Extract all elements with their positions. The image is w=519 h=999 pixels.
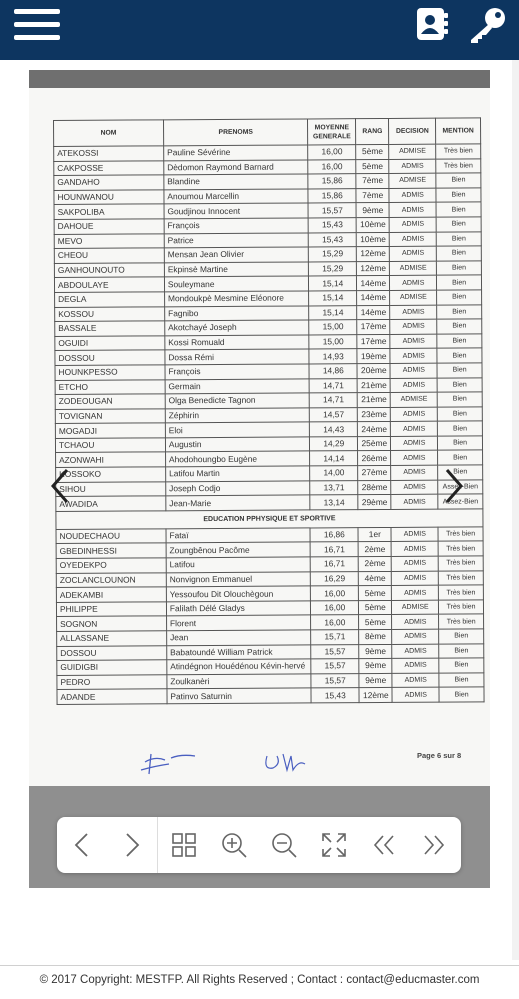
cell-mention: Très bien <box>438 527 483 542</box>
cell-mention: Bien <box>437 363 482 378</box>
signature-1 <box>137 748 217 778</box>
cell-moyenne: 15,57 <box>308 203 356 218</box>
col-header: RANG <box>356 118 389 144</box>
cell-moyenne: 16,00 <box>311 600 359 615</box>
col-header: MENTION <box>436 118 481 144</box>
cell-nom: SAKPOLIBA <box>54 204 164 219</box>
cell-rang: 25ème <box>358 436 391 451</box>
cell-mention: Très bien <box>438 541 483 556</box>
cell-moyenne: 15,86 <box>308 188 356 203</box>
chevron-right-icon[interactable] <box>443 466 467 506</box>
cell-moyenne: 15,57 <box>311 644 359 659</box>
toolbar-divider <box>157 817 158 873</box>
cell-moyenne: 13,71 <box>310 480 358 495</box>
cell-nom: GANHOUNOUTO <box>54 263 164 278</box>
cell-nom: HOUNWANOU <box>54 190 164 205</box>
cell-moyenne: 14,86 <box>309 364 357 379</box>
cell-mention: Bien <box>438 450 483 465</box>
cell-mention: Bien <box>437 290 482 305</box>
cell-rang: 12ème <box>359 688 392 703</box>
chevron-left-icon[interactable] <box>47 466 71 506</box>
cell-mention: Très bien <box>436 158 481 173</box>
viewer-toolbar <box>57 817 461 873</box>
document-page <box>29 88 490 786</box>
cell-prenoms: Fataï <box>166 528 311 543</box>
cell-nom: ALLASSANE <box>57 631 167 646</box>
cell-nom: ADANDE <box>57 689 167 704</box>
cell-moyenne: 14,57 <box>310 407 358 422</box>
cell-mention: Bien <box>436 202 481 217</box>
top-app-bar <box>0 0 519 60</box>
cell-moyenne: 16,00 <box>311 586 359 601</box>
cell-nom: ATEKOSSI <box>54 146 164 161</box>
cell-decision: ADMISE <box>389 173 436 188</box>
cell-prenoms: Zoungbênou Pacôme <box>166 542 311 557</box>
cell-nom: HOUNKPESSO <box>55 365 165 380</box>
cell-moyenne: 14,71 <box>309 378 357 393</box>
cell-rang: 29ème <box>358 495 391 510</box>
cell-rang: 27ème <box>358 466 391 481</box>
previous-icon[interactable] <box>67 829 99 861</box>
cell-rang: 23ème <box>357 407 390 422</box>
cell-nom: TCHAOU <box>55 438 165 453</box>
cell-moyenne: 15,14 <box>309 305 357 320</box>
cell-mention: Bien <box>439 687 484 702</box>
cell-mention: Très bien <box>438 571 483 586</box>
cell-moyenne: 16,29 <box>311 571 359 586</box>
cell-prenoms: Akotchayé Joseph <box>165 320 310 335</box>
cell-mention: Bien <box>438 421 483 436</box>
cell-prenoms: François <box>165 364 310 379</box>
cell-prenoms: Fagnibo <box>165 305 310 320</box>
cell-rang: 7ème <box>356 188 389 203</box>
cell-decision: ADMIS <box>392 585 439 600</box>
cell-decision: ADMIS <box>390 348 437 363</box>
cell-decision: ADMIS <box>390 305 437 320</box>
pdf-viewer <box>29 70 490 888</box>
cell-prenoms: Augustin <box>165 437 310 452</box>
cell-rang: 7ème <box>356 174 389 189</box>
cell-mention: Assez-Bien <box>438 480 483 495</box>
cell-prenoms: Jean-Marie <box>166 495 311 510</box>
cell-prenoms: Ekpinsè Martine <box>164 262 309 277</box>
cell-nom: PEDRO <box>57 675 167 690</box>
cell-nom: SOGNON <box>57 616 167 631</box>
cell-rang: 5ème <box>359 615 392 630</box>
cell-nom: TOVIGNAN <box>55 409 165 424</box>
cell-nom: CHEOU <box>54 248 164 263</box>
cell-decision: ADMIS <box>389 159 436 174</box>
key-icon[interactable] <box>465 6 509 44</box>
cell-decision: ADMIS <box>391 542 438 557</box>
cell-rang: 26ème <box>358 451 391 466</box>
cell-rang: 9ème <box>359 644 392 659</box>
zoom-out-icon[interactable] <box>268 829 300 861</box>
cell-mention: Bien <box>439 643 484 658</box>
cell-moyenne: 14,29 <box>310 437 358 452</box>
signature-2 <box>261 748 331 778</box>
cell-prenoms: François <box>164 218 309 233</box>
cell-mention: Bien <box>437 304 482 319</box>
cell-nom: NOUDECHAOU <box>56 529 166 544</box>
cell-rang: 19ème <box>357 349 390 364</box>
cell-nom: KOSSOU <box>55 306 165 321</box>
cell-moyenne: 15,43 <box>309 232 357 247</box>
cell-rang: 9ème <box>359 659 392 674</box>
cell-moyenne: 16,71 <box>311 557 359 572</box>
cell-rang: 9ème <box>356 203 389 218</box>
cell-decision: ADMISE <box>390 290 437 305</box>
cell-moyenne: 15,57 <box>311 673 359 688</box>
cell-rang: 21ème <box>357 393 390 408</box>
cell-decision: ADMIS <box>391 465 438 480</box>
cell-mention: Bien <box>436 231 481 246</box>
cell-prenoms: Florent <box>166 615 311 630</box>
cell-mention: Bien <box>436 173 481 188</box>
cell-rang: 4ème <box>358 571 391 586</box>
cell-decision: ADMIS <box>390 378 437 393</box>
grid-view-icon[interactable] <box>168 829 200 861</box>
cell-rang: 1er <box>358 527 391 542</box>
viewer-top-strip <box>29 70 490 88</box>
cell-nom: DOSSOU <box>57 645 167 660</box>
scroll-gutter <box>512 60 519 960</box>
cell-mention: Bien <box>436 188 481 203</box>
cell-rang: 12ème <box>357 261 390 276</box>
cell-nom: OGUIDI <box>55 336 165 351</box>
cell-nom: KOSSOKO <box>56 467 166 482</box>
cell-prenoms: Jean <box>167 630 312 645</box>
cell-prenoms: Dèdomon Raymond Barnard <box>164 160 309 175</box>
cell-mention: Très bien <box>439 600 484 615</box>
cell-nom: MEVO <box>54 233 164 248</box>
cell-moyenne: 15,00 <box>309 320 357 335</box>
col-header: PRENOMS <box>163 119 308 146</box>
cell-nom: ZODEOUGAN <box>55 394 165 409</box>
cell-mention: Bien <box>439 673 484 688</box>
cell-nom: BASSALE <box>55 321 165 336</box>
cell-rang: 9ème <box>359 673 392 688</box>
cell-rang: 5ème <box>356 144 389 159</box>
cell-decision: ADMIS <box>389 203 436 218</box>
cell-moyenne: 16,00 <box>308 145 356 160</box>
cell-nom: ABDOULAYE <box>54 277 164 292</box>
cell-prenoms: Yessoufou Dit Olouchègoun <box>166 586 311 601</box>
cell-nom: GBEDINHESSI <box>56 543 166 558</box>
fullscreen-icon[interactable] <box>318 829 350 861</box>
cell-rang: 10ème <box>356 217 389 232</box>
cell-mention: Bien <box>438 465 483 480</box>
cell-decision: ADMISE <box>392 600 439 615</box>
cell-rang: 14ème <box>357 276 390 291</box>
cell-mention: Bien <box>437 334 482 349</box>
cell-rang: 5ème <box>359 600 392 615</box>
cell-moyenne: 13,14 <box>310 495 358 510</box>
cell-decision: ADMIS <box>391 421 438 436</box>
cell-moyenne: 15,43 <box>311 688 359 703</box>
cell-nom: ETCHO <box>55 379 165 394</box>
cell-prenoms: Souleymane <box>164 276 309 291</box>
cell-nom: ADEKAMBI <box>56 587 166 602</box>
cell-mention: Bien <box>439 658 484 673</box>
cell-rang: 17ème <box>357 320 390 335</box>
cell-rang: 24ème <box>358 422 391 437</box>
cell-prenoms: Eloi <box>165 422 310 437</box>
cell-decision: ADMIS <box>390 319 437 334</box>
cell-nom: PHILIPPE <box>56 602 166 617</box>
results-table <box>53 117 485 705</box>
cell-mention: Très bien <box>436 144 481 159</box>
cell-mention: Très bien <box>439 585 484 600</box>
cell-mention: Bien <box>437 348 482 363</box>
cell-decision: ADMIS <box>392 688 439 703</box>
cell-moyenne: 15,71 <box>311 630 359 645</box>
col-header: MOYENNE GENERALE <box>308 119 356 145</box>
cell-mention: Bien <box>437 319 482 334</box>
cell-rang: 5ème <box>359 586 392 601</box>
cell-nom: DAHOUE <box>54 219 164 234</box>
cell-mention: Bien <box>437 392 482 407</box>
cell-decision: ADMIS <box>392 658 439 673</box>
cell-rang: 17ème <box>357 334 390 349</box>
col-header: NOM <box>54 120 164 147</box>
cell-nom: AWADIDA <box>56 496 166 511</box>
cell-rang: 5ème <box>356 159 389 174</box>
cell-prenoms: Goudjinou Innocent <box>164 203 309 218</box>
page-number-label: Page 6 sur 8 <box>417 751 462 760</box>
cell-nom: AZONWAHI <box>56 452 166 467</box>
cell-prenoms: Joseph Codjo <box>166 481 311 496</box>
cell-rang: 2ème <box>358 542 391 557</box>
cell-decision: ADMIS <box>391 527 438 542</box>
cell-prenoms: Atindégnon Houédénou Kévin-hervé <box>167 659 312 674</box>
cell-decision: ADMIS <box>392 556 439 571</box>
cell-decision: ADMISE <box>389 144 436 159</box>
cell-decision: ADMISE <box>390 261 437 276</box>
cell-rang: 8ème <box>359 629 392 644</box>
cell-mention: Bien <box>437 275 482 290</box>
cell-moyenne: 16,00 <box>308 159 356 174</box>
footer-divider <box>0 965 519 966</box>
cell-nom: MOGADJI <box>55 423 165 438</box>
cell-prenoms: Mensan Jean Olivier <box>164 247 309 262</box>
cell-decision: ADMIS <box>390 334 437 349</box>
cell-moyenne: 14,43 <box>310 422 358 437</box>
cell-decision: ADMIS <box>391 451 438 466</box>
col-header: DECISION <box>389 118 436 144</box>
cell-prenoms: Dossa Rémi <box>165 349 310 364</box>
cell-moyenne: 15,14 <box>309 291 357 306</box>
cell-decision: ADMIS <box>392 615 439 630</box>
contact-card-icon[interactable] <box>414 6 450 42</box>
cell-decision: ADMIS <box>391 480 438 495</box>
cell-mention: Bien <box>437 377 482 392</box>
cell-rang: 28ème <box>358 480 391 495</box>
cell-rang: 10ème <box>356 232 389 247</box>
cell-decision: ADMIS <box>392 644 439 659</box>
cell-rang: 20ème <box>357 363 390 378</box>
cell-moyenne: 14,14 <box>310 451 358 466</box>
cell-moyenne: 15,86 <box>308 174 356 189</box>
table-row <box>57 687 484 704</box>
zoom-in-icon[interactable] <box>218 829 250 861</box>
cell-decision: ADMIS <box>389 188 436 203</box>
cell-rang: 2ème <box>358 556 391 571</box>
cell-rang: 12ème <box>356 247 389 262</box>
cell-mention: Bien <box>436 246 481 261</box>
cell-prenoms: Patinvo Saturnin <box>167 688 312 703</box>
cell-nom: DEGLA <box>55 292 165 307</box>
cell-decision: ADMIS <box>391 407 438 422</box>
cell-mention: Bien <box>436 217 481 232</box>
cell-nom: SIHOU <box>56 481 166 496</box>
cell-prenoms: Mondoukpè Mesmine Eléonore <box>164 291 309 306</box>
cell-prenoms: Nonvignon Emmanuel <box>166 572 311 587</box>
first-page-icon[interactable] <box>368 829 400 861</box>
footer-copyright: © 2017 Copyright: MESTFP. All Rights Reserved ; Contact : contact@educmaster.com <box>39 974 480 986</box>
cell-decision: ADMIS <box>391 494 438 509</box>
cell-moyenne: 14,71 <box>310 393 358 408</box>
cell-prenoms: Anoumou Marcellin <box>164 189 309 204</box>
cell-decision: ADMIS <box>390 363 437 378</box>
cell-decision: ADMISE <box>391 392 438 407</box>
cell-mention: Très bien <box>439 614 484 629</box>
cell-mention: Bien <box>438 436 483 451</box>
cell-prenoms: Patrice <box>164 233 309 248</box>
cell-nom: CAKPOSSE <box>54 160 164 175</box>
cell-prenoms: Falilath Délé Gladys <box>166 601 311 616</box>
cell-mention: Assez-Bien <box>438 494 483 509</box>
cell-prenoms: Pauline Sévérine <box>164 145 309 160</box>
cell-decision: ADMIS <box>391 436 438 451</box>
cell-prenoms: Ahodohoungbo Eugène <box>165 451 310 466</box>
cell-moyenne: 16,71 <box>310 542 358 557</box>
cell-moyenne: 15,00 <box>309 334 357 349</box>
cell-moyenne: 16,00 <box>311 615 359 630</box>
cell-moyenne: 15,57 <box>311 659 359 674</box>
cell-prenoms: Babatoundé William Patrick <box>167 645 312 660</box>
cell-rang: 14ème <box>357 305 390 320</box>
cell-prenoms: Latifou <box>166 557 311 572</box>
last-page-icon[interactable] <box>418 829 450 861</box>
cell-decision: ADMIS <box>390 276 437 291</box>
cell-rang: 21ème <box>357 378 390 393</box>
cell-moyenne: 15,29 <box>309 247 357 262</box>
hamburger-menu-icon[interactable] <box>14 7 60 43</box>
cell-decision: ADMIS <box>390 232 437 247</box>
cell-moyenne: 15,14 <box>309 276 357 291</box>
cell-decision: ADMIS <box>392 673 439 688</box>
cell-moyenne: 15,43 <box>309 218 357 233</box>
cell-moyenne: 15,29 <box>309 261 357 276</box>
cell-decision: ADMIS <box>392 571 439 586</box>
cell-prenoms: Germain <box>165 378 310 393</box>
cell-prenoms: Zéphirin <box>165 408 310 423</box>
cell-nom: DOSSOU <box>55 350 165 365</box>
cell-nom: ZOCLANCLOUNON <box>56 572 166 587</box>
cell-prenoms: Latifou Martin <box>166 466 311 481</box>
cell-decision: ADMIS <box>392 629 439 644</box>
cell-moyenne: 16,86 <box>310 527 358 542</box>
cell-prenoms: Olga Benedicte Tagnon <box>165 393 310 408</box>
cell-moyenne: 14,93 <box>309 349 357 364</box>
cell-rang: 14ème <box>357 290 390 305</box>
cell-nom: GANDAHO <box>54 175 164 190</box>
cell-moyenne: 14,00 <box>310 466 358 481</box>
cell-prenoms: Zoulkanèri <box>167 674 312 689</box>
cell-mention: Bien <box>439 629 484 644</box>
next-icon[interactable] <box>115 829 147 861</box>
cell-decision: ADMIS <box>390 246 437 261</box>
cell-mention: Bien <box>437 261 482 276</box>
cell-mention: Bien <box>437 407 482 422</box>
table-header-row <box>54 118 481 147</box>
cell-prenoms: Blandine <box>164 174 309 189</box>
section-title: EDUCATION PPHYSIQUE ET SPORTIVE <box>56 509 483 530</box>
cell-prenoms: Kossi Romuald <box>165 335 310 350</box>
cell-nom: GUIDIGBI <box>57 660 167 675</box>
cell-decision: ADMIS <box>389 217 436 232</box>
cell-mention: Très bien <box>438 556 483 571</box>
cell-nom: OYEDEKPO <box>56 558 166 573</box>
